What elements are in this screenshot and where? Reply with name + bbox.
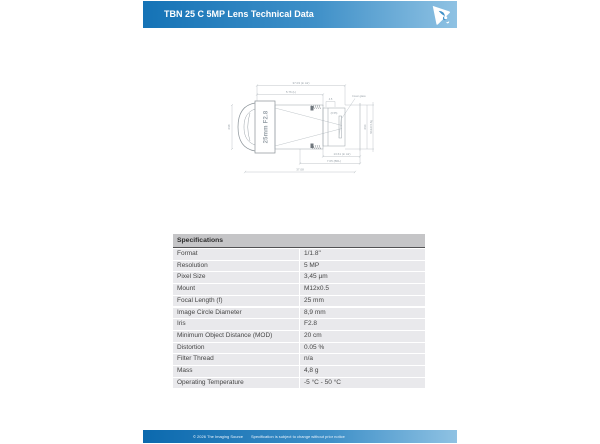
dim-glass-label: (0.55) (330, 112, 338, 115)
spec-label: Mass (173, 366, 299, 377)
dim-front-dia-label: Ø18 (228, 124, 231, 130)
spec-label: Focal Length (f) (173, 296, 299, 307)
footer-bar (143, 430, 457, 443)
dim-thread-label: M12x0.5-6g (370, 120, 374, 134)
cover-glass-note: Cover glass (352, 95, 366, 98)
spec-label: Pixel Size (173, 272, 299, 283)
footer-note: Specification is subject to change without prior notice (251, 434, 345, 439)
spec-label: Operating Temperature (173, 378, 299, 389)
dim-total-label: 37.03 (in Air) (292, 81, 310, 85)
table-row (173, 331, 425, 342)
spec-value: 5 MP (300, 261, 425, 272)
table-row (173, 354, 425, 365)
dim-sensor-dia-label: Ø14 (363, 124, 367, 130)
spec-table-body (173, 249, 425, 388)
page-title: TBN 25 C 5MP Lens Technical Data (164, 9, 314, 19)
spec-value: 4,8 g (300, 366, 425, 377)
spec-label: Image Circle Diameter (173, 308, 299, 319)
datasheet-page (143, 0, 457, 444)
dim-offset-label: 4.5 (328, 98, 333, 101)
table-row (173, 378, 425, 389)
dim-upper-label: 5.76 (L) (285, 90, 297, 94)
spec-label: Iris (173, 319, 299, 330)
imaging-source-logo-icon (430, 4, 452, 26)
table-row (173, 249, 425, 260)
table-row (173, 296, 425, 307)
header-bar (143, 1, 457, 28)
spec-label: Format (173, 249, 299, 260)
table-row (173, 284, 425, 295)
spec-label: Distortion (173, 343, 299, 354)
dim-bfl-label: 13.61 (in Air) (333, 152, 351, 156)
thread-hatch (311, 105, 321, 149)
table-row (173, 366, 425, 377)
spec-value: 3,45 µm (300, 272, 425, 283)
table-row (173, 343, 425, 354)
spec-label: Mount (173, 284, 299, 295)
spec-value: 8,9 mm (300, 308, 425, 319)
table-row (173, 261, 425, 272)
footer-text (193, 430, 345, 443)
spec-value: F2.8 (300, 319, 425, 330)
dim-flange-label: 7.65 (BFL) (326, 159, 342, 163)
spec-label: Filter Thread (173, 354, 299, 365)
table-row (173, 272, 425, 283)
specifications-table (173, 234, 425, 388)
spec-value: -5 °C - 50 °C (300, 378, 425, 389)
lens-technical-drawing (225, 72, 375, 182)
spec-value: 20 cm (300, 331, 425, 342)
table-row (173, 308, 425, 319)
spec-value: n/a (300, 354, 425, 365)
spec-value: M12x0.5 (300, 284, 425, 295)
spec-value: 25 mm (300, 296, 425, 307)
spec-label: Resolution (173, 261, 299, 272)
table-title: Specifications (173, 234, 425, 248)
spec-label: Minimum Object Distance (MOD) (173, 331, 299, 342)
spec-value: 1/1.8" (300, 249, 425, 260)
table-row (173, 319, 425, 330)
spec-value: 0.05 % (300, 343, 425, 354)
dim-bottom-label: 37.08 (296, 167, 304, 172)
footer-copyright: © 2026 The Imaging Source (193, 434, 244, 439)
lens-marking: 25mm F2.8 (263, 110, 270, 144)
